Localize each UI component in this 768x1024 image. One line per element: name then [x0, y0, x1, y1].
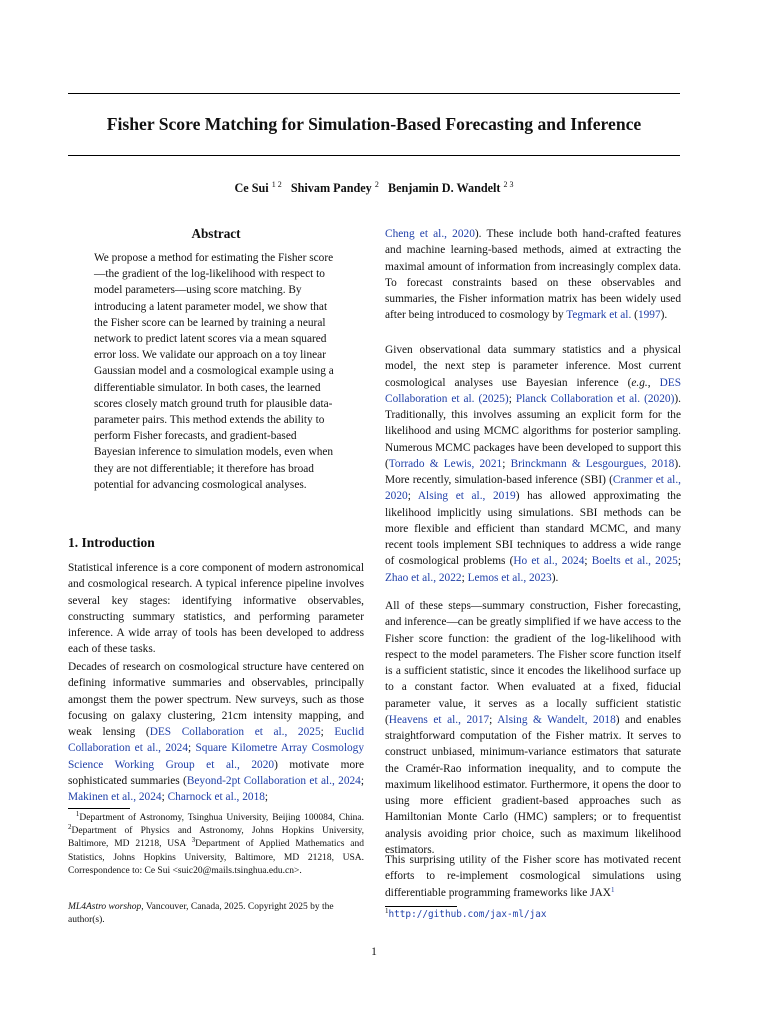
section-heading: 1. Introduction: [68, 535, 155, 550]
citation-link[interactable]: Square Kilometre Array Cosmology Science Working Group et al., 2020: [68, 742, 364, 771]
body-paragraph: [385, 852, 681, 901]
citation-link[interactable]: Planck Collaboration et al. (2020): [515, 392, 675, 405]
paragraph-text: ;: [584, 555, 592, 568]
footnote-url-link[interactable]: http://github.com/jax-ml/jax: [388, 909, 547, 920]
citation-link[interactable]: Brinckmann & Lesgourgues, 2018: [510, 457, 675, 470]
affiliation-text: Department of Physics and Astronomy, Johns Hopkins University, Baltimore, MD 21218, USA: [68, 826, 364, 850]
citation-link[interactable]: Torrado & Lewis, 2021: [388, 457, 503, 470]
author-name: Benjamin D. Wandelt: [387, 181, 501, 195]
paragraph-text: ). Traditionally, this involves assuming an explicit form for the likelihood and using MCMC algorithms for posterior sampling. Numerous MCMC packages have been developed to support this (: [385, 392, 681, 470]
citation-link[interactable]: Cheng et al., 2020: [385, 228, 475, 240]
footnote-mark: 1: [385, 907, 389, 915]
paragraph-text: This surprising utility of the Fisher score has motivated recent efforts to re-implement cosmological simulations using differentiable programming frameworks like JAX: [385, 854, 681, 899]
url-footnote: [385, 908, 547, 922]
workshop-note: [68, 901, 364, 927]
citation-link[interactable]: Beyond-2pt Collaboration et al., 2024: [186, 774, 361, 787]
paragraph-text: ,: [647, 376, 660, 389]
abstract-heading: Abstract: [191, 226, 241, 241]
citation-link[interactable]: Boelts et al., 2025: [591, 555, 678, 568]
abstract-text: We propose a method for estimating the Fisher score—the gradient of the log-likelihood with respect to model parameters—using score matching. By introducing a latent parameter model, we show that the Fisher score can be learned by training a neural network to predict latent scores via a mean squared error loss. We validate our approach on a toy linear Gaussian model and a cosmological example using a differentiable simulator. In both cases, the learned scores closely match ground truth for plausible data-parameter pairs. This method extends the ability to perform Fisher forecasts, and gradient-based Bayesian inference to simulation models, even when they are not differentiable; it therefore has broad potential for advancing cosmological analyses.: [94, 252, 334, 491]
paragraph-text: ).: [660, 309, 668, 322]
body-paragraph: [385, 598, 681, 858]
body-paragraph: [68, 659, 364, 805]
paragraph-text: ) and enables straightforward computation of the Fisher matrix. It serves to construct unbiased, minimum-variance estimators that saturate the Cramér-Rao information inequality, and to compute the maximum likelihood estimator. Furthermore, it opens the door to using more efficient gradient-based approaches such as Hamiltonian Monte Carlo (HMC) samplers; or to frequentist analysis avoiding prior choice, such as maximum likelihood estimators.: [385, 713, 681, 856]
paragraph-text: ;: [320, 726, 335, 738]
workshop-text: , Vancouver, Canada, 2025. Copyright 2025 by the author(s).: [68, 902, 334, 926]
paragraph-text: ).: [551, 571, 559, 584]
paragraph-text: Given observational data summary statistics and a physical model, the next step is parameter inference. Most current cosmological analyses use Bayesian inference (: [385, 344, 681, 389]
paragraph-text: All of these steps—summary construction, Fisher forecasting, and inference—can be greatly simplified if we have access to the Fisher score function: the gradient of the log-likelihood with respect to the model parameters. The Fisher score function itself is a sufficient statistic, since it encodes the likelihood surface up to a constant factor. When evaluated at a fixed, fiducial parameter value, it serves as a locally sufficient statistic (: [385, 600, 681, 726]
citation-link[interactable]: DES Collaboration et al., 2025: [149, 726, 321, 738]
author-list: [68, 180, 680, 196]
author-affiliation-mark: 1 2: [271, 180, 282, 189]
citation-link[interactable]: Charnock et al., 2018: [167, 791, 265, 803]
footnote-rule: [68, 808, 130, 809]
paragraph-text: Decades of research on cosmological structure have centered on defining informative summaries and observables, principally amongst them the power spectrum. New surveys, such as those focusing on galaxy clustering, 21cm intensity mapping, and weak lensing (: [68, 661, 364, 738]
paragraph-text: ). These include both hand-crafted features and machine learning-based methods, aimed at extracting the maximal amount of information from increasingly complex data. To forecast constraints based on these observables and summaries, the Fisher information matrix has been widely used after being introduced to cosmology by: [385, 228, 681, 322]
citation-link[interactable]: Tegmark et al.: [566, 309, 632, 322]
paragraph-text: ;: [264, 791, 269, 803]
body-paragraph: Statistical inference is a core component of modern astronomical and cosmological research. A typical inference pipeline involves several key stages: identifying informative observables, constructing summary statistics, and performing parameter inference. A wide array of tools has been developed to address each of these tasks.: [68, 562, 364, 656]
paragraph-text: ;: [508, 392, 516, 405]
paragraph-text: e.g.: [631, 376, 648, 389]
citation-link[interactable]: Alsing & Wandelt, 2018: [497, 713, 616, 726]
author-affiliation-mark: 2: [374, 180, 379, 189]
body-paragraph: [385, 342, 681, 586]
paragraph-text: ;: [161, 791, 168, 803]
paragraph-text: ) has allowed approximating the likelihood implicitly using simulations. SBI methods can be more flexible and efficient than standard MCMC, and many recent tools implement SBI techniques to address a wide range of cosmological problems (: [385, 490, 681, 568]
top-rule: [68, 93, 680, 94]
footnote-rule: [385, 906, 457, 907]
paragraph-text: ;: [407, 490, 418, 503]
workshop-venue: ML4Astro worshop: [68, 902, 142, 912]
affiliation-footnote: [68, 812, 364, 878]
citation-link[interactable]: Lemos et al., 2023: [467, 571, 552, 584]
paragraph-text: ). More recently, simulation-based inference (SBI) (: [385, 457, 681, 486]
citation-link[interactable]: DES Collaboration et al. (2025): [385, 376, 682, 405]
footnote-mark[interactable]: 1: [610, 885, 615, 894]
footnote-mark: 2: [68, 823, 72, 832]
paper-title: Fisher Score Matching for Simulation-Based Forecasting and Inference: [106, 114, 642, 134]
body-paragraph: [385, 226, 681, 324]
citation-link[interactable]: Zhao et al., 2022: [385, 571, 462, 584]
author-affiliation-mark: 2 3: [503, 180, 514, 189]
citation-link[interactable]: Alsing et al., 2019: [417, 490, 516, 503]
author-name: Ce Sui: [234, 181, 269, 195]
footnote-mark: 3: [191, 836, 196, 845]
affiliation-text: Department of Applied Mathematics and Statistics, Johns Hopkins University, Baltimore, MD 21218, USA. Correspondence to: Ce Sui <suic20@mails.tsinghua.edu.cn>.: [68, 839, 364, 876]
citation-link[interactable]: Heavens et al., 2017: [388, 713, 490, 726]
citation-link[interactable]: Makinen et al., 2024: [68, 791, 162, 803]
paragraph-text: ;: [360, 774, 364, 787]
paragraph-text: ;: [461, 571, 468, 584]
paragraph-text: ;: [502, 457, 511, 470]
author-name: Shivam Pandey: [290, 181, 372, 195]
citation-link[interactable]: Ho et al., 2024: [513, 555, 585, 568]
citation-link[interactable]: 1997: [637, 309, 661, 322]
paragraph-text: ;: [677, 555, 681, 568]
title-bottom-rule: [68, 155, 680, 156]
affiliation-text: Department of Astronomy, Tsinghua University, Beijing 100084, China.: [79, 813, 365, 823]
paragraph-text: ;: [489, 713, 498, 726]
paragraph-text: (: [631, 309, 638, 322]
footnote-mark: 1: [75, 810, 80, 818]
paragraph-text: ) motivate more sophisticated summaries (: [68, 758, 364, 787]
paragraph-text: ;: [188, 742, 196, 755]
page-number: 1: [371, 946, 377, 958]
citation-link[interactable]: Cranmer et al., 2020: [385, 474, 682, 503]
citation-link[interactable]: Euclid Collaboration et al., 2024: [68, 726, 364, 755]
